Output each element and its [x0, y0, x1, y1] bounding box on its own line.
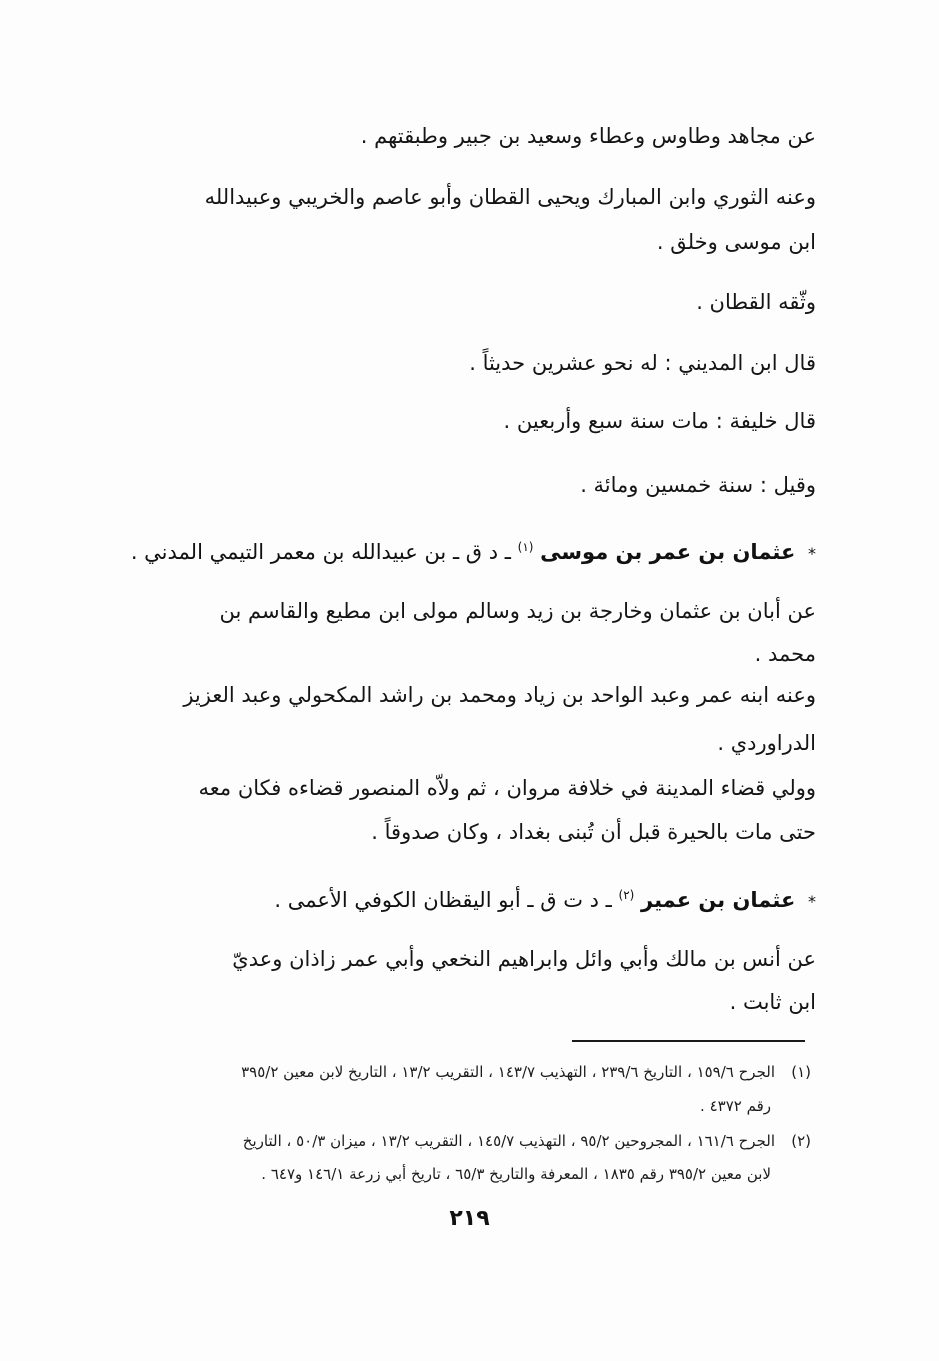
footnote-1-continuation	[143, 1090, 811, 1122]
paragraph-line: عن أبان بن عثمان وخارجة بن زيد وسالم مولى ابن مطيع والقاسم بن	[219, 599, 816, 623]
paragraph-line: حتى مات بالحيرة قبل أن تُبنى بغداد ، وكان صدوقاً .	[371, 820, 816, 844]
footnote-ref: (٢)	[618, 888, 635, 902]
paragraph-line: عن أنس بن مالك وأبي وائل وابراهيم النخعي وأبي عمر زاذان وعديّ	[232, 947, 816, 971]
entry-description: ـ د ت ق ـ أبو اليقظان الكوفي الأعمى .	[274, 888, 612, 912]
paragraph-line: ابن ثابت .	[729, 990, 816, 1014]
paragraph-line: الدراوردي .	[717, 731, 816, 755]
entry-marker: *	[808, 892, 816, 911]
footnote-number: (١)	[791, 1063, 811, 1081]
footnote-number: (٢)	[791, 1132, 811, 1150]
paragraph-line: عن مجاهد وطاوس وعطاء وسعيد بن جبير وطبقتهم .	[360, 124, 816, 148]
footnote-2	[143, 1125, 811, 1157]
paragraph-line: وثّقه القطان .	[696, 290, 816, 314]
paragraph-line: وعنه الثوري وابن المبارك ويحيى القطان وأبو عاصم والخريبي وعبيدالله	[204, 185, 816, 209]
paragraph-line: محمد .	[754, 642, 816, 666]
footnote-rule	[572, 1040, 805, 1042]
entry-marker: *	[808, 544, 816, 563]
paragraph-line: قال خليفة : مات سنة سبع وأربعين .	[503, 409, 816, 433]
footnote-text: الجرح ١٥٩/٦ ، التاريخ ٢٣٩/٦ ، التهذيب ١٤٣/٧ ، التقريب ١٣/٢ ، التاريخ لابن معين ٣٩٥/٢	[241, 1063, 775, 1081]
entry-description: ـ د ق ـ بن عبيدالله بن معمر التيمي المدني .	[130, 540, 511, 564]
page-number: ٢١٩	[449, 1206, 490, 1231]
entry-heading	[274, 878, 816, 919]
footnote-1	[143, 1056, 811, 1088]
paragraph-line: وقيل : سنة خمسين ومائة .	[580, 473, 816, 497]
footnote-2-continuation	[143, 1158, 811, 1190]
entry-name: عثمان بن عمر بن موسى	[540, 540, 796, 564]
footnote-text: رقم ٤٣٧٢ .	[700, 1097, 771, 1115]
footnote-text: الجرح ١٦١/٦ ، المجروحين ٩٥/٢ ، التهذيب ١٤٥/٧ ، التقريب ١٣/٢ ، ميزان ٥٠/٣ ، التاريخ	[242, 1132, 775, 1150]
paragraph-line: قال ابن المديني : له نحو عشرين حديثاً .	[469, 351, 816, 375]
paragraph-line: وولي قضاء المدينة في خلافة مروان ، ثم ولاّه المنصور قضاءه فكان معه	[198, 776, 816, 800]
footnote-text: لابن معين ٣٩٥/٢ رقم ١٨٣٥ ، المعرفة والتاريخ ٦٥/٣ ، تاريخ أبي زرعة ١٤٦/١ و٦٤٧ .	[261, 1165, 771, 1183]
footnote-ref: (١)	[517, 540, 534, 554]
entry-heading	[131, 530, 816, 571]
paragraph-line: وعنه ابنه عمر وعبد الواحد بن زياد ومحمد بن راشد المكحولي وعبد العزيز	[183, 683, 816, 707]
entry-name: عثمان بن عمير	[641, 888, 796, 912]
paragraph-line: ابن موسى وخلق .	[656, 230, 816, 254]
